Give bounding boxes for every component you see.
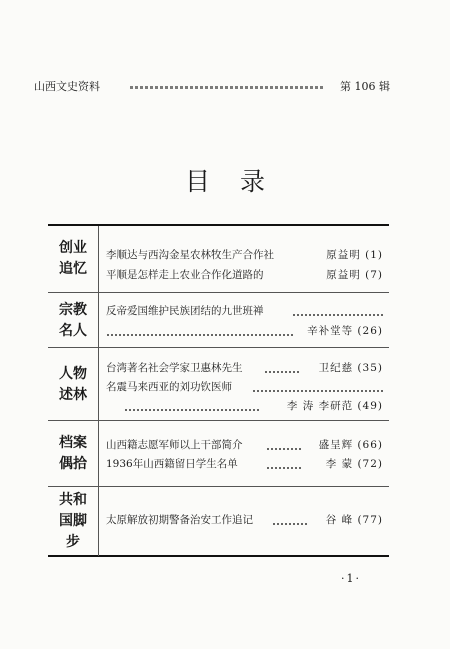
toc-entry[interactable] xyxy=(106,267,383,283)
entry-author-page: 李 涛 李研范 (49) xyxy=(286,400,383,412)
section-dangan xyxy=(48,420,389,487)
running-header xyxy=(34,79,390,95)
issue-number: 第 106 辑 xyxy=(340,80,390,93)
dot-leader xyxy=(106,334,293,336)
dot-leader xyxy=(300,278,301,280)
section-renwu xyxy=(48,347,389,421)
entry-title: 平顺是怎样走上农业合作化道路的 xyxy=(106,269,264,281)
entry-author-page: 盛呈辉 (66) xyxy=(318,439,383,451)
dot-leader xyxy=(292,314,383,316)
dot-leader xyxy=(124,409,261,411)
section-category: 共和国脚步 xyxy=(48,487,99,556)
dot-leader xyxy=(252,390,383,392)
entry-title: 台湾著名社会学家卫惠林先生 xyxy=(106,362,243,374)
toc-entry-continuation[interactable] xyxy=(106,323,383,339)
entry-title: 反帝爱国维护民族团结的九世班禅 xyxy=(106,305,264,317)
entry-author-page: 卫纪慈 (35) xyxy=(318,362,383,374)
journal-name: 山西文史资料 xyxy=(34,80,100,93)
section-gongheguo xyxy=(48,486,389,556)
entry-author-page: 谷 峰 (77) xyxy=(325,514,383,526)
toc-entry[interactable] xyxy=(106,456,383,472)
entry-author-page: 原益明 (7) xyxy=(326,269,383,281)
section-zongjiao xyxy=(48,292,389,348)
toc-entry[interactable] xyxy=(106,303,383,319)
entry-author-page: 原益明 (1) xyxy=(326,249,383,261)
entry-title: 李顺达与西沟金星农林牧生产合作社 xyxy=(106,249,274,261)
section-category: 人物述林 xyxy=(48,348,99,421)
section-chuangye xyxy=(48,226,389,292)
dot-leader xyxy=(266,448,301,450)
entry-title: 名震马来西亚的刘功钦医师 xyxy=(106,381,232,393)
toc-entry[interactable] xyxy=(106,360,383,376)
dot-leader xyxy=(266,467,301,469)
toc-entry[interactable] xyxy=(106,512,383,528)
page-number: ·1· xyxy=(341,572,361,585)
toc-entry[interactable] xyxy=(106,247,383,263)
toc-entry-continuation[interactable] xyxy=(106,398,383,414)
entry-title: 太原解放初期警备治安工作追记 xyxy=(106,514,253,526)
page-title: 目录 xyxy=(184,167,295,196)
dot-leader xyxy=(264,371,301,373)
section-category: 创业追忆 xyxy=(48,226,99,292)
header-wave-rule xyxy=(130,86,324,89)
section-category: 档案偶拾 xyxy=(48,421,99,487)
toc-entry[interactable] xyxy=(106,379,383,395)
table-of-contents xyxy=(48,224,389,557)
entry-author-page: 李 蒙 (72) xyxy=(325,458,383,470)
entry-author-page: 辛补堂等 (26) xyxy=(307,325,383,337)
section-category: 宗教名人 xyxy=(48,293,99,348)
entry-title: 1936年山西籍留日学生名单 xyxy=(106,458,238,470)
toc-entry[interactable] xyxy=(106,437,383,453)
entry-title: 山西籍志愿军师以上干部简介 xyxy=(106,439,243,451)
dot-leader xyxy=(272,523,307,525)
